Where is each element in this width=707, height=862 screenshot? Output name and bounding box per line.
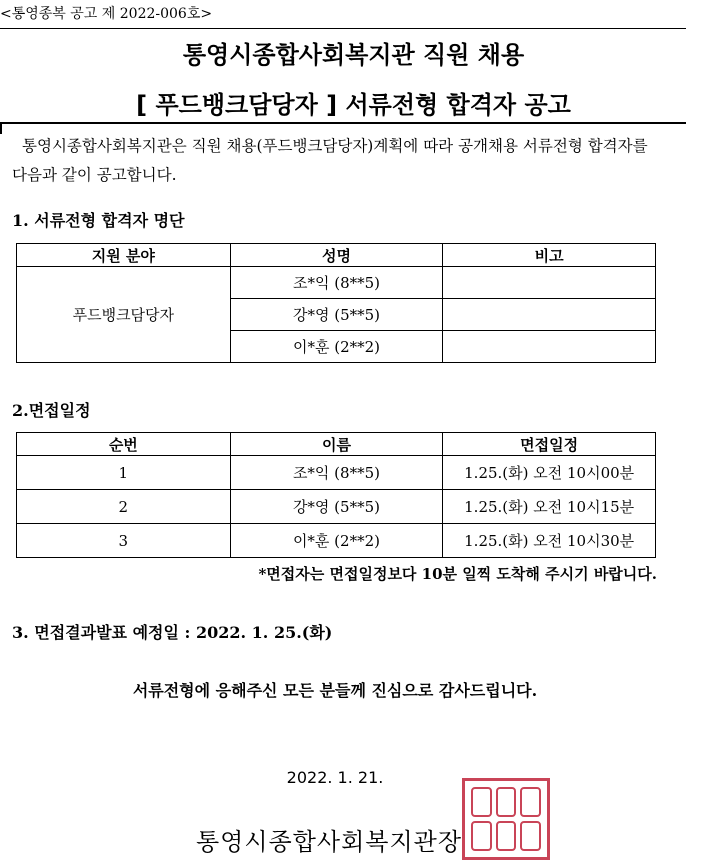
name-cell: 이*훈 (2**2) [230,331,443,363]
passed-applicants-table [16,243,656,363]
header-remark: 비고 [443,244,656,267]
title-line-1: 통영시종합사회복지관 직원 채용 [182,41,525,69]
schedule-cell: 1.25.(화) 오전 10시15분 [443,490,656,524]
organization-signature: 통영시종합사회복지관장 [196,828,463,856]
name-cell: 조*익 (8**5) [230,267,443,299]
table-row [17,267,656,299]
header-name: 성명 [230,244,443,267]
name-cell: 강*영 (5**5) [230,490,443,524]
intro-paragraph: 통영시종합사회복지관은 직원 채용(푸드뱅크담당자)계획에 따라 공개채용 서류전형 합격자를 다음과 같이 공고합니다. [12,137,648,184]
table-row [17,456,656,490]
schedule-cell: 1.25.(화) 오전 10시30분 [443,524,656,558]
table-header-row [17,244,656,267]
number-cell: 1 [17,456,231,490]
number-cell: 2 [17,490,231,524]
announcement-date: 2022. 1. 21. [286,768,384,787]
header-number: 순번 [17,433,231,456]
interview-schedule-table [16,432,656,558]
name-cell: 강*영 (5**5) [230,299,443,331]
header-name: 이름 [230,433,443,456]
remark-cell [443,331,656,363]
document-number: <통영종복 공고 제 2022-006호> [0,6,213,22]
thanks-message: 서류전형에 응해주신 모든 분들께 진심으로 감사드립니다. [132,681,538,700]
name-cell: 조*익 (8**5) [230,456,443,490]
title-divider [0,122,686,124]
arrival-note: *면접자는 면접일정보다 10분 일찍 도착해 주시기 바랍니다. [258,565,657,583]
section-1-heading: 1. 서류전형 합격자 명단 [12,211,185,230]
header-field: 지원 분야 [17,244,231,267]
remark-cell [443,267,656,299]
table-row [17,524,656,558]
section-3-heading: 3. 면접결과발표 예정일 : 2022. 1. 25.(화) [12,623,333,642]
section-2-heading: 2.면접일정 [12,401,91,420]
remark-cell [443,299,656,331]
table-row [17,490,656,524]
title-divider-tick [0,122,2,134]
schedule-cell: 1.25.(화) 오전 10시00분 [443,456,656,490]
title-line-2: [ 푸드뱅크담당자 ] 서류전형 합격자 공고 [136,91,571,119]
top-divider [0,28,686,29]
official-seal-stamp [462,778,550,860]
header-schedule: 면접일정 [443,433,656,456]
name-cell: 이*훈 (2**2) [230,524,443,558]
table-header-row [17,433,656,456]
field-cell: 푸드뱅크담당자 [17,267,231,363]
number-cell: 3 [17,524,231,558]
